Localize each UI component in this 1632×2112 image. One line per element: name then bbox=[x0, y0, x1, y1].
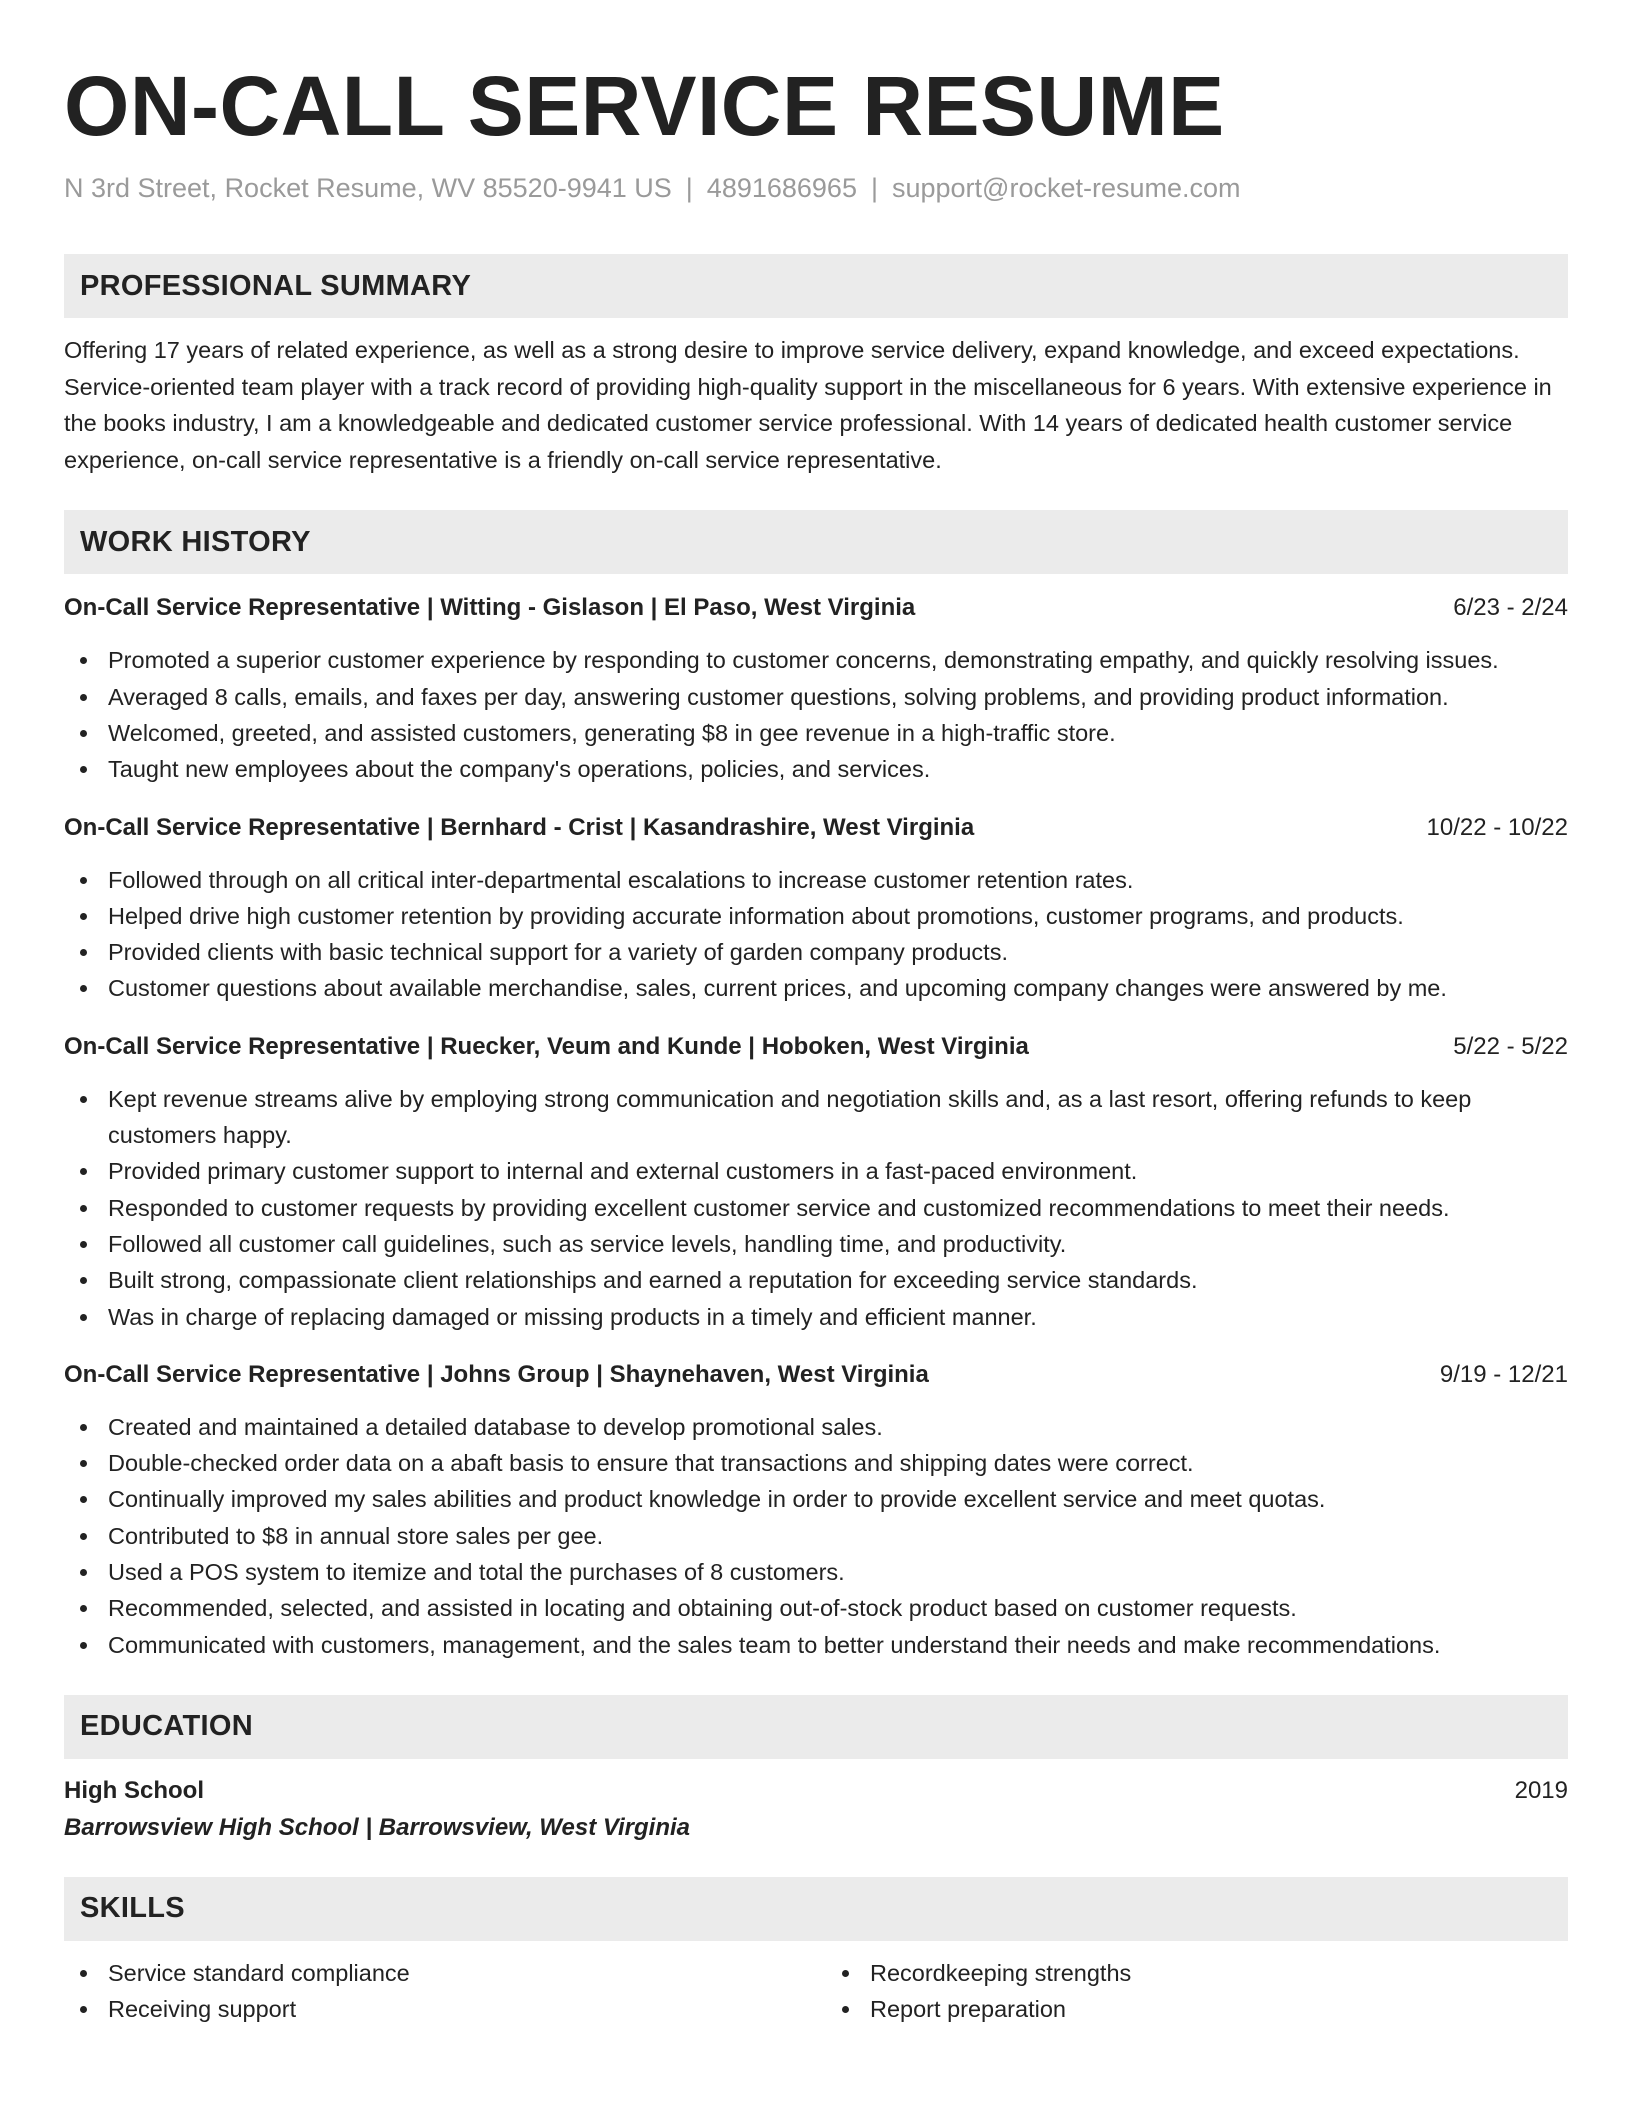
job-bullet: Taught new employees about the company's operations, policies, and services. bbox=[64, 751, 1568, 787]
education-degree: High School bbox=[64, 1776, 204, 1804]
job-bullet: Welcomed, greeted, and assisted customers, generating $8 in gee revenue in a high-traffic store. bbox=[64, 715, 1568, 751]
job-bullet: Promoted a superior customer experience by responding to customer concerns, demonstrating empathy, and quickly resolving issues. bbox=[64, 642, 1568, 678]
job-dates: 9/19 - 12/21 bbox=[1439, 1360, 1568, 1388]
job-bullet: Was in charge of replacing damaged or missing products in a timely and efficient manner. bbox=[64, 1299, 1568, 1335]
job-bullets bbox=[64, 1081, 1568, 1335]
job-title: On-Call Service Representative | Johns Group | Shaynehaven, West Virginia bbox=[64, 1360, 929, 1388]
section-heading-education: EDUCATION bbox=[64, 1695, 1568, 1759]
skill-item: Receiving support bbox=[64, 1991, 806, 2027]
job-bullet: Provided primary customer support to internal and external customers in a fast-paced environment. bbox=[64, 1153, 1568, 1189]
resume-page bbox=[64, 0, 1568, 2028]
job-dates: 5/22 - 5/22 bbox=[1453, 1032, 1568, 1060]
job-entry bbox=[64, 1029, 1568, 1335]
skill-item: Report preparation bbox=[826, 1991, 1568, 2027]
job-bullet: Communicated with customers, management, and the sales team to better understand their needs and make recommendations. bbox=[64, 1627, 1568, 1663]
job-dates: 6/23 - 2/24 bbox=[1453, 594, 1568, 622]
job-entry bbox=[64, 810, 1568, 1007]
contact-phone: 4891686965 bbox=[706, 173, 857, 203]
job-header bbox=[64, 590, 1568, 626]
job-bullet: Kept revenue streams alive by employing strong communication and negotiation skills and, as a last resort, offering refunds to keep customers happy. bbox=[64, 1081, 1568, 1154]
education-header bbox=[64, 1773, 1568, 1809]
job-bullet: Used a POS system to itemize and total the purchases of 8 customers. bbox=[64, 1554, 1568, 1590]
job-title: On-Call Service Representative | Bernhard - Crist | Kasandrashire, West Virginia bbox=[64, 813, 975, 841]
job-bullet: Created and maintained a detailed database to develop promotional sales. bbox=[64, 1409, 1568, 1445]
resume-name: ON-CALL SERVICE RESUME bbox=[64, 59, 1225, 153]
education-school: Barrowsview High School | Barrowsview, West Virginia bbox=[64, 1813, 690, 1841]
job-bullet: Contributed to $8 in annual store sales per gee. bbox=[64, 1518, 1568, 1554]
job-bullet: Double-checked order data on a abaft basis to ensure that transactions and shipping dates were correct. bbox=[64, 1445, 1568, 1481]
job-bullet: Followed all customer call guidelines, such as service levels, handling time, and productivity. bbox=[64, 1226, 1568, 1262]
summary-text: Offering 17 years of related experience, as well as a strong desire to improve service delivery, expand knowledge, and exceed expectations. Service-oriented team player with a track record of providing high-quality support in the miscellaneous for 6 years. With extensive experience in the books industry, I am a knowledgeable and dedicated customer service professional. With 14 years of dedicated health customer service experience, on-call service representative is a friendly on-call service representative. bbox=[64, 337, 1552, 473]
job-bullet: Helped drive high customer retention by providing accurate information about promotions, customer programs, and products. bbox=[64, 898, 1568, 934]
job-bullet: Provided clients with basic technical support for a variety of garden company products. bbox=[64, 934, 1568, 970]
job-entry bbox=[64, 1357, 1568, 1663]
contact-address: N 3rd Street, Rocket Resume, WV 85520-9941 US bbox=[64, 173, 672, 203]
job-header bbox=[64, 810, 1568, 846]
skill-item: Recordkeeping strengths bbox=[826, 1955, 1568, 1991]
job-dates: 10/22 - 10/22 bbox=[1426, 813, 1568, 841]
skill-item: Service standard compliance bbox=[64, 1955, 806, 1991]
job-bullet: Customer questions about available merchandise, sales, current prices, and upcoming company changes were answered by me. bbox=[64, 970, 1568, 1006]
education-year: 2019 bbox=[1514, 1776, 1568, 1804]
job-bullet: Followed through on all critical inter-departmental escalations to increase customer retention rates. bbox=[64, 862, 1568, 898]
job-bullet: Built strong, compassionate client relationships and earned a reputation for exceeding service standards. bbox=[64, 1262, 1568, 1298]
skills-list bbox=[64, 1955, 1568, 2028]
job-bullet: Responded to customer requests by providing excellent customer service and customized recommendations to meet their needs. bbox=[64, 1190, 1568, 1226]
job-bullet: Continually improved my sales abilities and product knowledge in order to provide excellent service and meet quotas. bbox=[64, 1481, 1568, 1517]
section-heading-work-history: WORK HISTORY bbox=[64, 510, 1568, 574]
skills-column-left bbox=[64, 1955, 806, 2028]
job-bullet: Recommended, selected, and assisted in locating and obtaining out-of-stock product based on customer requests. bbox=[64, 1590, 1568, 1626]
job-title: On-Call Service Representative | Ruecker, Veum and Kunde | Hoboken, West Virginia bbox=[64, 1032, 1029, 1060]
job-bullet: Averaged 8 calls, emails, and faxes per day, answering customer questions, solving problems, and providing product information. bbox=[64, 679, 1568, 715]
contact-separator: | bbox=[685, 173, 693, 203]
job-bullets bbox=[64, 862, 1568, 1007]
job-header bbox=[64, 1029, 1568, 1065]
job-header bbox=[64, 1357, 1568, 1393]
section-heading-summary: PROFESSIONAL SUMMARY bbox=[64, 254, 1568, 318]
job-title: On-Call Service Representative | Witting - Gislason | El Paso, West Virginia bbox=[64, 594, 916, 622]
skills-column-right bbox=[826, 1955, 1568, 2028]
contact-line bbox=[64, 172, 1568, 204]
job-bullets bbox=[64, 642, 1568, 787]
contact-email: support@rocket-resume.com bbox=[891, 173, 1241, 203]
contact-separator: | bbox=[870, 173, 878, 203]
job-entry bbox=[64, 590, 1568, 787]
job-bullets bbox=[64, 1409, 1568, 1663]
section-heading-skills: SKILLS bbox=[64, 1877, 1568, 1941]
